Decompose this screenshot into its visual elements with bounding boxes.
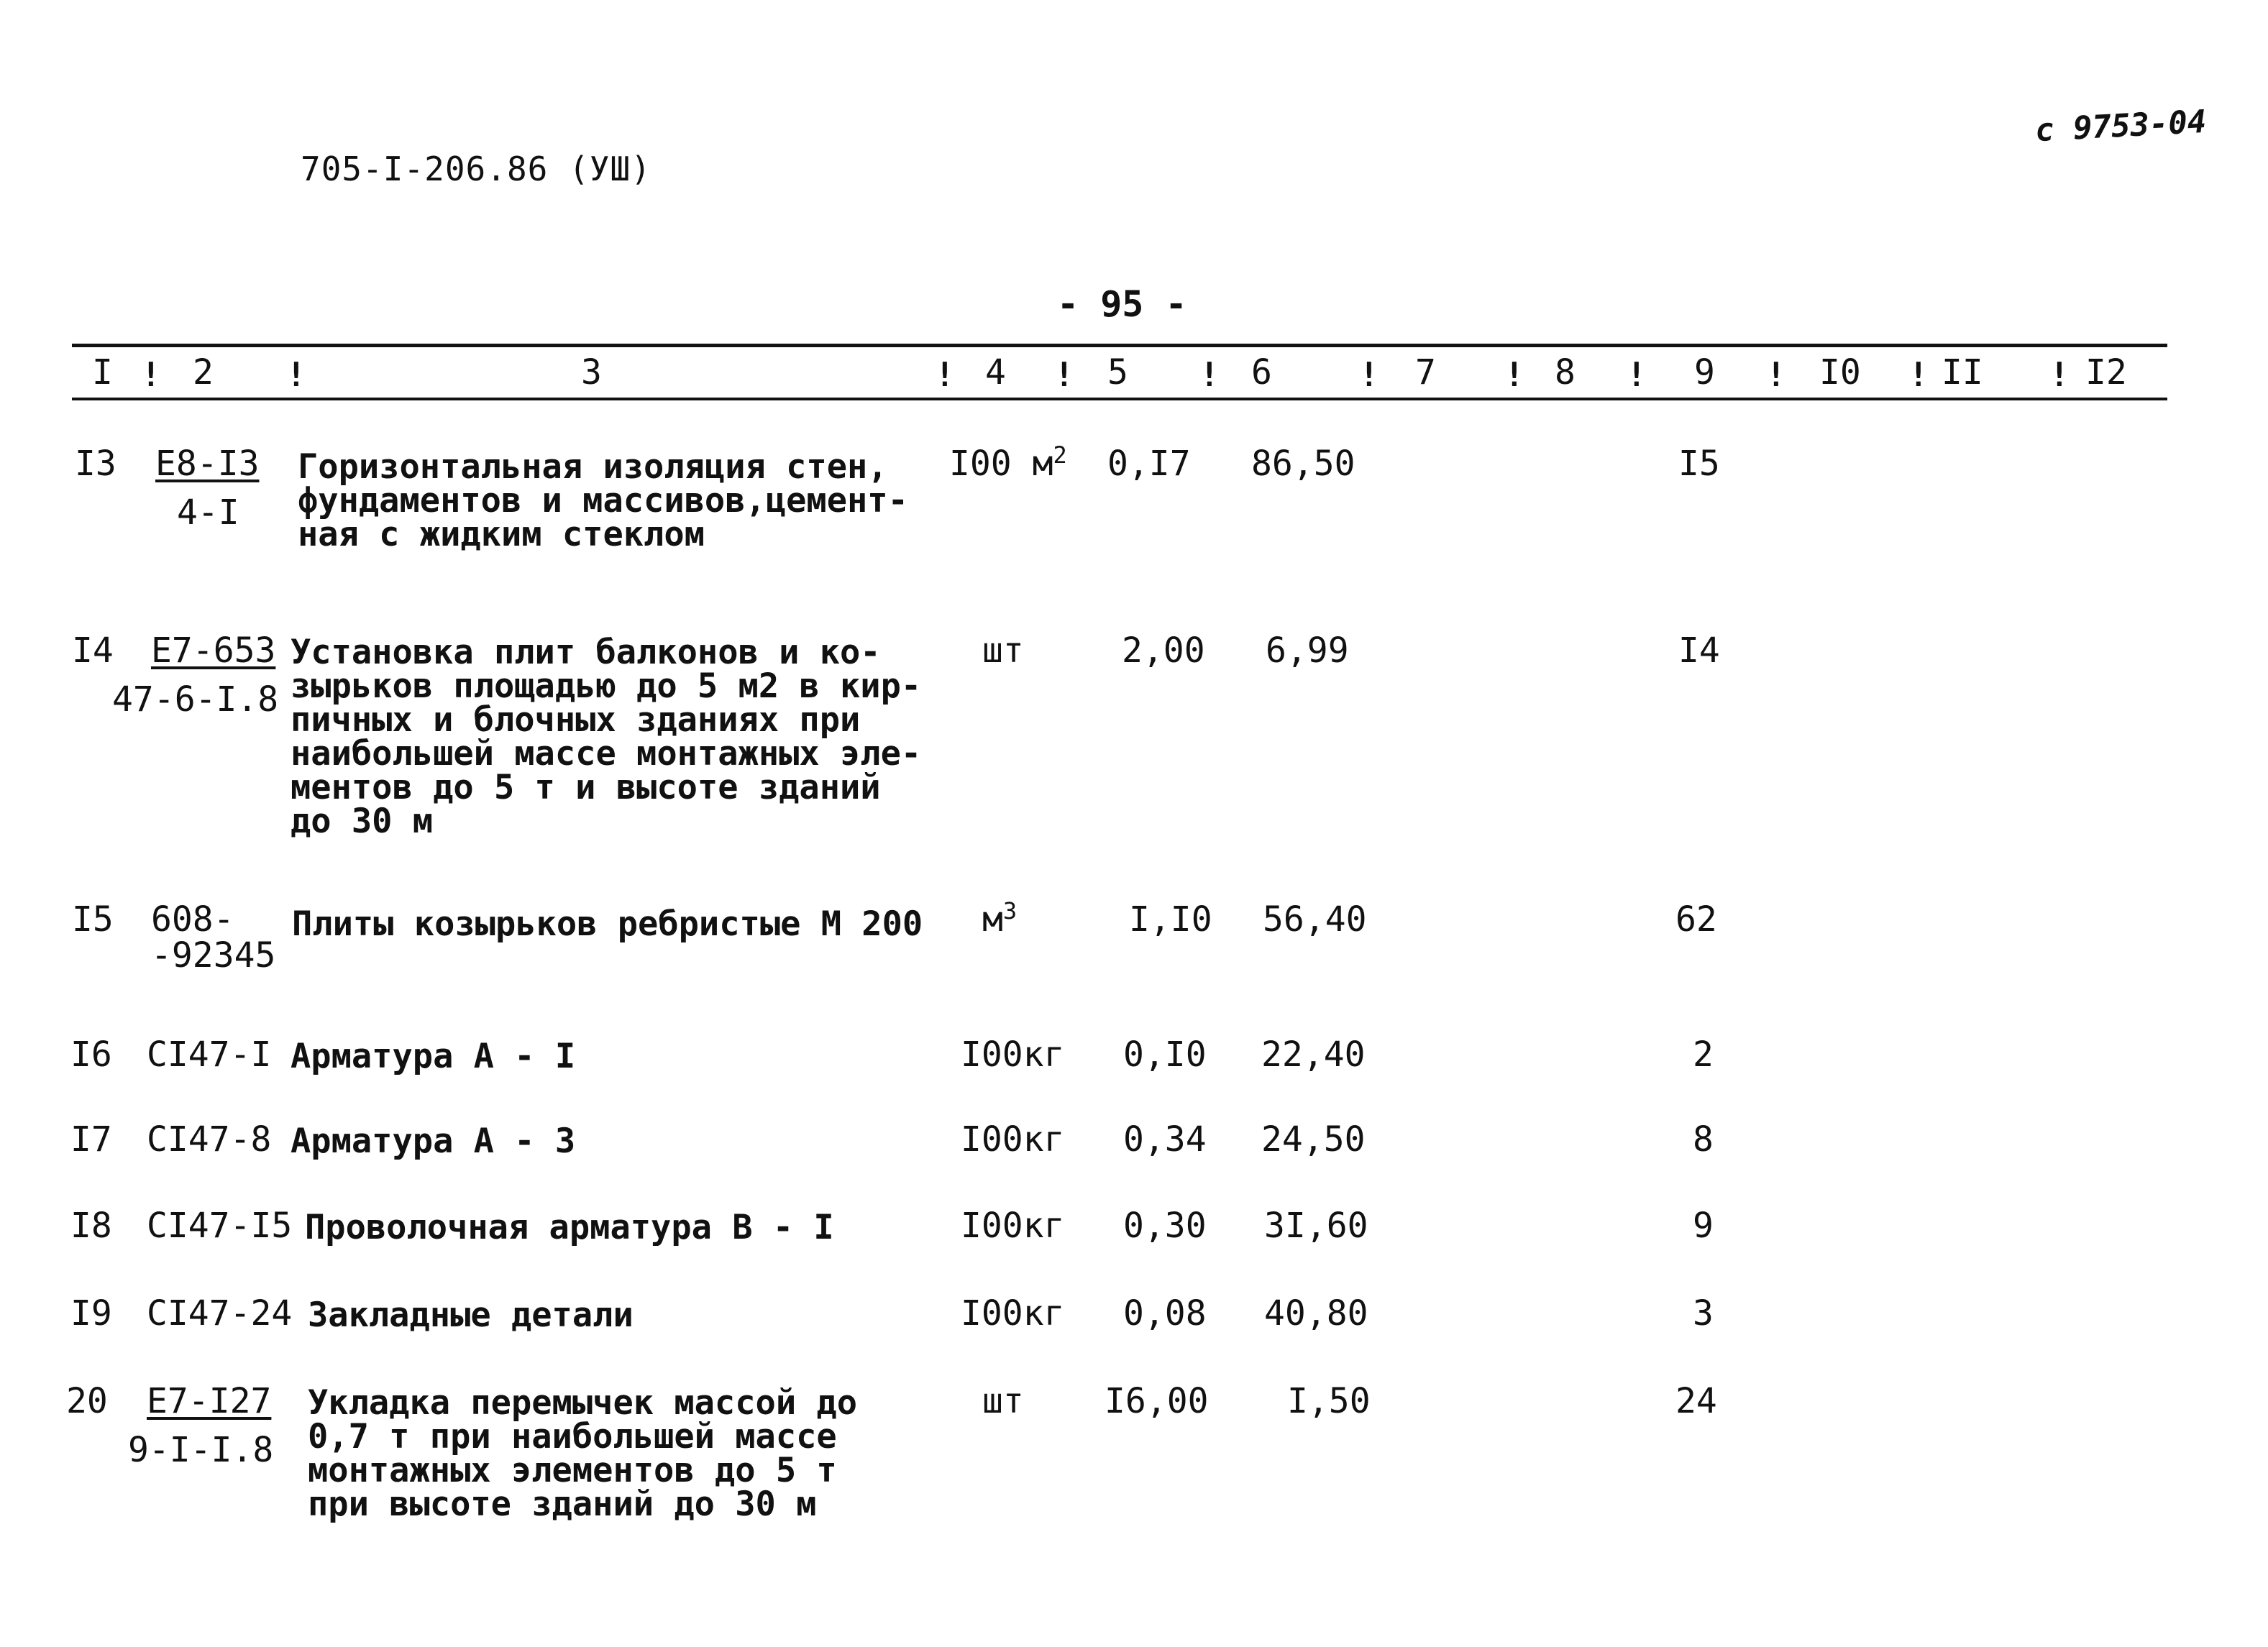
- work-description: Арматура А - I: [291, 1037, 576, 1076]
- unit-base: I00кг: [961, 1293, 1065, 1334]
- col-separator: !: [1199, 355, 1220, 394]
- norm-code: СI47-I5: [147, 1206, 293, 1246]
- norm-code: Е7-I27: [147, 1381, 272, 1421]
- unit-base: I00кг: [961, 1206, 1065, 1246]
- col-header-8: 8: [1555, 352, 1576, 393]
- col-separator: !: [1054, 355, 1074, 394]
- total: 24: [1675, 1381, 1717, 1421]
- norm-code: Е8-I3: [155, 444, 260, 484]
- row-number: I6: [70, 1034, 112, 1075]
- col-separator: !: [1359, 355, 1379, 394]
- col-header-10: I0: [1819, 352, 1861, 393]
- unit-price: 6,99: [1266, 630, 1349, 671]
- table-top-rule: [72, 344, 2167, 347]
- unit: [982, 897, 1018, 940]
- norm-code: Е7-653: [151, 630, 276, 671]
- quantity: 0,I0: [1123, 1034, 1207, 1075]
- quantity: 0,34: [1123, 1119, 1207, 1160]
- work-description: Укладка перемычек массой до 0,7 т при наибольшей массе монтажных элементов до 5 т при высоте зданий до 30 м: [308, 1383, 858, 1524]
- total: 62: [1675, 899, 1717, 940]
- work-description: Горизонтальная изоляция стен, фундаментов и массивов,цемент- ная с жидким стеклом: [298, 447, 908, 554]
- norm-subcode: 9-I-I.8: [128, 1430, 274, 1470]
- unit-price: 22,40: [1261, 1034, 1366, 1075]
- unit: [961, 1119, 1065, 1160]
- quantity: 0,30: [1123, 1206, 1207, 1246]
- col-separator: !: [1504, 355, 1524, 394]
- unit-price: 86,50: [1251, 444, 1355, 484]
- norm-code: СI47-I: [147, 1034, 272, 1075]
- total: I5: [1678, 444, 1720, 484]
- unit: [961, 1293, 1065, 1334]
- norm-code: СI47-24: [147, 1293, 293, 1334]
- unit-base: м: [982, 899, 1003, 940]
- total: 3: [1693, 1293, 1714, 1334]
- archive-stamp: с 9753-04: [2034, 103, 2208, 150]
- norm-subcode: 47-6-I.8: [112, 679, 279, 720]
- unit: [949, 441, 1067, 484]
- row-number: I5: [72, 899, 114, 940]
- norm-code: 608-: [151, 899, 234, 940]
- col-header-2: 2: [193, 352, 214, 393]
- unit-base: шт: [982, 1381, 1024, 1421]
- total: 2: [1693, 1034, 1714, 1075]
- col-header-5: 5: [1107, 352, 1128, 393]
- work-description: Закладные детали: [308, 1295, 634, 1335]
- col-header-3: 3: [581, 352, 602, 393]
- col-header-4: 4: [985, 352, 1006, 393]
- col-separator: !: [1766, 355, 1786, 394]
- unit: [982, 630, 1024, 671]
- row-number: I9: [70, 1293, 112, 1334]
- unit-price: 24,50: [1261, 1119, 1366, 1160]
- col-header-12: I2: [2085, 352, 2127, 393]
- work-description: Арматура А - 3: [291, 1121, 576, 1161]
- col-separator: !: [2049, 355, 2070, 394]
- table-header-rule: [72, 398, 2167, 400]
- quantity: I6,00: [1105, 1381, 1209, 1421]
- quantity: I,I0: [1129, 899, 1212, 940]
- row-number: I3: [75, 444, 116, 484]
- unit-price: 56,40: [1263, 899, 1367, 940]
- unit-base: I00кг: [961, 1034, 1065, 1075]
- unit-exponent: 3: [1002, 897, 1018, 925]
- total: 9: [1693, 1206, 1714, 1246]
- col-separator: !: [935, 355, 955, 394]
- col-header-11: II: [1942, 352, 1983, 393]
- document-code: 705-I-206.86 (УШ): [301, 150, 651, 188]
- unit-base: шт: [982, 630, 1024, 671]
- row-number: I7: [70, 1119, 112, 1160]
- col-header-7: 7: [1415, 352, 1436, 393]
- work-description: Плиты козырьков ребристые М 200: [292, 904, 923, 944]
- col-separator: !: [286, 355, 306, 394]
- norm-subcode: 4-I: [177, 492, 239, 533]
- col-separator: !: [1908, 355, 1929, 394]
- unit-base: I00кг: [961, 1119, 1065, 1160]
- col-separator: !: [1627, 355, 1647, 394]
- quantity: 0,08: [1123, 1293, 1207, 1334]
- total: 8: [1693, 1119, 1714, 1160]
- col-header-6: 6: [1251, 352, 1272, 393]
- unit: [961, 1034, 1065, 1075]
- page-number: - 95 -: [1057, 283, 1187, 325]
- unit-price: 40,80: [1264, 1293, 1368, 1334]
- unit-price: I,50: [1287, 1381, 1371, 1421]
- norm-subcode: -92345: [151, 935, 276, 976]
- row-number: I4: [72, 630, 114, 671]
- norm-code: СI47-8: [147, 1119, 272, 1160]
- work-description: Проволочная арматура В - I: [305, 1208, 834, 1247]
- unit-price: 3I,60: [1264, 1206, 1368, 1246]
- quantity: 0,I7: [1107, 444, 1191, 484]
- unit-exponent: 2: [1053, 441, 1067, 469]
- col-separator: !: [141, 355, 161, 394]
- total: I4: [1678, 630, 1720, 671]
- row-number: 20: [66, 1381, 108, 1421]
- unit: [961, 1206, 1065, 1246]
- col-header-1: I: [92, 352, 113, 393]
- row-number: I8: [70, 1206, 112, 1246]
- unit-base: I00 м: [949, 444, 1053, 484]
- quantity: 2,00: [1122, 630, 1205, 671]
- work-description: Установка плит балконов и ко- зырьков площадью до 5 м2 в кир- пичных и блочных зданиях при наибольшей массе монтажных эле- ментов до 5 т и высоте зданий до 30 м: [291, 633, 922, 841]
- unit: [982, 1381, 1024, 1421]
- col-header-9: 9: [1694, 352, 1715, 393]
